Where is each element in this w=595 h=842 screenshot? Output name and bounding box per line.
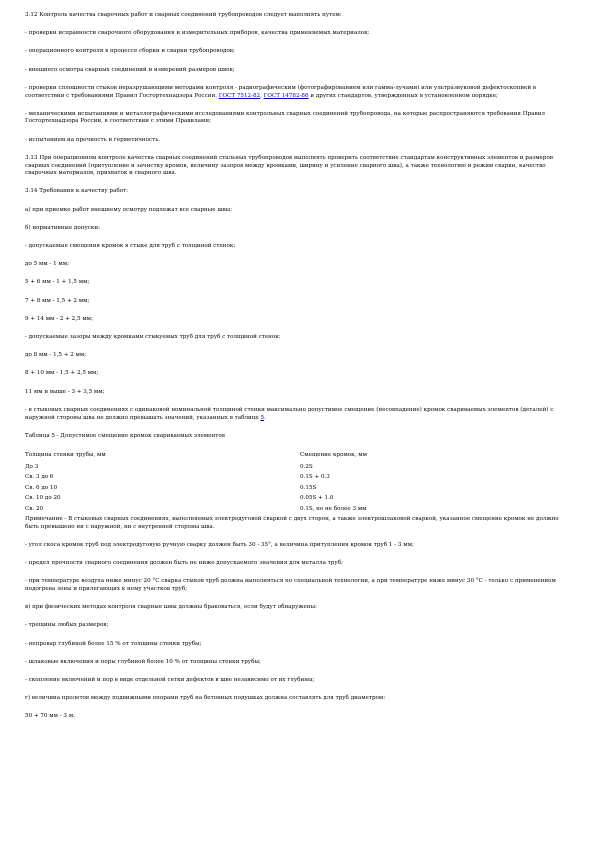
list-item: - механическими испытаниями и металлографическими исследованиями контрольных сварных соединений трубопровода, на которые распространяются требования Правил Госгортехнадзора России, в соответствии с этими Правилами;: [25, 110, 545, 125]
gost-7512-link[interactable]: ГОСТ 7512-82: [218, 92, 261, 99]
document-page: [25, 12, 570, 732]
table-cell: 0.15S: [300, 484, 317, 491]
offset-intro: - допускаемые смещения кромок в стыке для труб с толщиной стенок:: [25, 243, 236, 250]
table-row: [25, 463, 570, 473]
offset-value: до 5 мм - 1 мм;: [25, 261, 69, 268]
table-cell: Св. 20: [25, 505, 44, 512]
table-cell: 0.2S: [300, 463, 313, 470]
table-header-row: [25, 451, 570, 463]
table-row: [25, 505, 570, 515]
table-row: [25, 473, 570, 483]
paragraph-text: - в стыковых сварных соединениях с одинаковой номинальной толщиной стенки максимально допустимое смещение (несовпадение) кромок свариваемых элементов (деталей) с наружной стороны шва не должно превышать значений, указанных в таблице: [25, 406, 554, 421]
item-a: а) при приемке работ внешнему осмотру подлежат все сварные швы;: [25, 206, 233, 213]
temperature-requirement: - при температуре воздуха ниже минус 20 °С сварка стыков труб должна выполняться по специальной технологии, а при температуре ниже минус 30 °С - только с применением подогрева зоны и прилегающих к нему участков труб;: [25, 578, 556, 593]
table-row: [25, 494, 570, 504]
offset-value: 5 + 6 мм - 1 + 1,5 мм;: [25, 279, 90, 286]
table-cell: 0.1S, но не более 3 мм: [300, 505, 367, 512]
list-item: - испытанием на прочность и герметичность.: [25, 136, 161, 143]
table-row: [25, 484, 570, 494]
offset-value: 7 + 8 мм - 1,5 + 2 мм;: [25, 297, 90, 304]
bevel-requirement: - угол скоса кромок труб под электродуговую ручную сварку должен быть 30 - 35°, а величина притупления кромок труб 1 - 3 мм;: [25, 541, 414, 548]
item-b: б) нормативные допуски:: [25, 224, 101, 231]
offset-value: 9 + 14 мм - 2 + 2,5 мм;: [25, 315, 93, 322]
defect-item: - трещины любых размеров;: [25, 622, 109, 629]
gap-value: 11 мм и выше - 3 + 3,5 мм;: [25, 388, 105, 395]
offset-table: [25, 451, 570, 515]
gap-value: 8 + 10 мм - 1,5 + 2,5 мм;: [25, 370, 99, 377]
table-cell: 0.1S + 0.3: [300, 474, 330, 481]
table-cell: 0.05S + 1.0: [300, 495, 334, 502]
table-note: Примечание - В стыковых сварных соединениях, выполняемых электродуговой сваркой с двух сторон, а также электрошлаковой сваркой, указанное смещение кромок не должно быть превышено ни с наружной, ни с внутренней стороны шва.: [25, 516, 559, 530]
defect-item: - непровар глубиной более 15 % от толщины стенки трубы;: [25, 640, 202, 647]
strength-requirement: - предел прочности сварного соединения должен быть не ниже допускаемого значения для металла труб;: [25, 560, 343, 567]
table-5-link[interactable]: 5: [260, 414, 264, 421]
item-v: в) при физических методах контроля сварные швы должны браковаться, если будут обнаружены:: [25, 604, 317, 611]
table-cell: Св. 3 до 6: [25, 474, 54, 481]
table-cell: Св. 6 до 10: [25, 484, 58, 491]
defect-item: - скопление включений и пор в виде отдельной сетки дефектов в шве независимо от их глубины;: [25, 677, 315, 684]
gap-value: до 8 мм - 1,5 + 2 мм;: [25, 352, 87, 359]
table-header-cell: Толщина стенки трубы, мм: [25, 452, 106, 459]
list-item-nondestructive: [25, 85, 570, 100]
table-cell: Св. 10 до 20: [25, 495, 61, 502]
list-item-tail: и других стандартов, утвержденных в установленном порядке;: [308, 92, 498, 99]
paragraph-tail: .: [264, 414, 266, 421]
paragraph-3-12: 3.12 Контроль качества сварочных работ и сварных соединений трубопроводов следует выполнять путем:: [25, 12, 342, 18]
item-g: г) величина пролетов между подвижными опорами труб на бетонных подушках должна составлять для труб диаметром:: [25, 695, 386, 702]
separator: ,: [260, 92, 264, 99]
list-item-text: - проверки сплошности стыков неразрушающими методами контроля - радиографическим (фотографированием или гамма-лучами) или ультразвуковой дефектоскопией в соответствии с требованиями Правил Госгортехнадзора России,: [25, 84, 537, 99]
gap-intro: - допускаемые зазоры между кромками стыкуемых труб для труб с толщиной стенок:: [25, 334, 281, 341]
table-cell: До 3: [25, 463, 39, 470]
paragraph-3-14: 3.14 Требования к качеству работ:: [25, 188, 129, 195]
span-value: 50 + 70 мм - 3 м;: [25, 713, 75, 720]
list-item: - операционного контроля в процессе сборки и сварки трубопроводов;: [25, 48, 235, 55]
butt-weld-paragraph: [25, 407, 570, 422]
gost-14782-link[interactable]: ГОСТ 14782-86: [263, 92, 309, 99]
table-caption: Таблица 5 - Допустимое смещение кромок свариваемых элементов: [25, 432, 225, 439]
paragraph-3-13: 3.13 При операционном контроле качества сварных соединений стальных трубопроводов выполнять проверить соответствие стандартам конструктивных элементов и размеров сварных соединений (притупление и зачистку кромок, величину зазоров между кромками, ширину и усиление сварного шва), а также технологию и режим сварки, качество сварочных материалов, прихваток и сварного шва.: [25, 154, 553, 177]
defect-item: - шлаковые включения и поры глубиной более 10 % от толщины стенки трубы;: [25, 658, 261, 665]
list-item: - проверки исправности сварочного оборудования и измерительных приборов, качества применяемых материалов;: [25, 30, 370, 37]
table-header-cell: Смещение кромок, мм: [300, 452, 367, 459]
list-item: - внешнего осмотра сварных соединений и измерений размеров швов;: [25, 66, 235, 73]
